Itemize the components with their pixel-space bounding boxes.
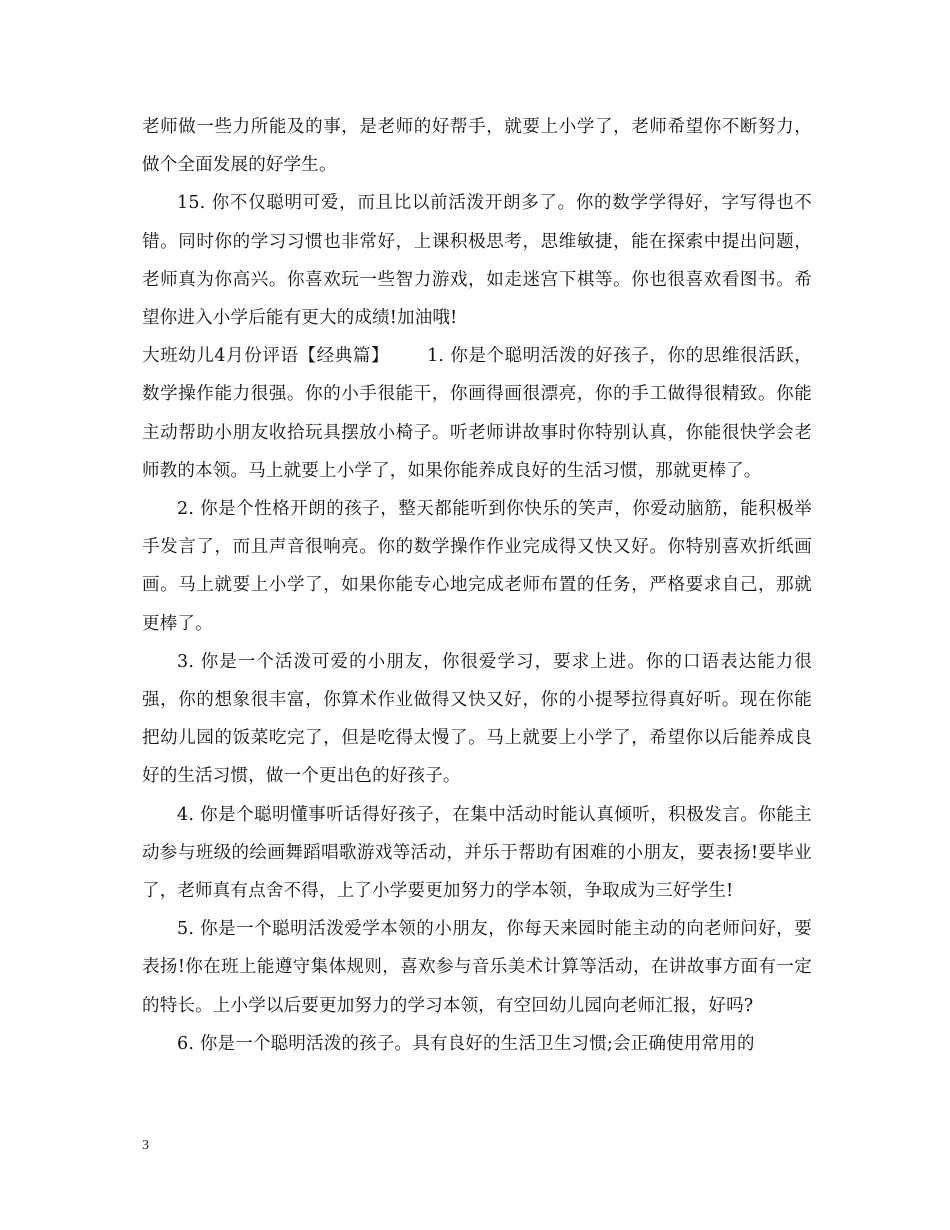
- document-body: [142, 108, 812, 1063]
- section-heading: 大班幼儿4月份评语【经典篇】: [142, 346, 390, 367]
- section-first-item: 1. 你是个聪明活泼的好孩子，你的思维很活跃，数学操作能力很强。你的小手很能干，你画得画很漂亮，你的手工做得很精致。你能主动帮助小朋友收拾玩具摆放小椅子。听老师讲故事时你特别认真，你能很快学会老师教的本领。马上就要上小学了，如果你能养成良好的生活习惯，那就更棒了。: [142, 346, 812, 481]
- paragraph-item-5: 5. 你是一个聪明活泼爱学本领的小朋友，你每天来园时能主动的向老师问好，要表扬!你在班上能遵守集体规则，喜欢参与音乐美术计算等活动，在讲故事方面有一定的特长。上小学以后要更加努力的学习本领，有空回幼儿园向老师汇报，好吗?: [142, 919, 812, 1016]
- paragraph-continuation: 老师做一些力所能及的事，是老师的好帮手，就要上小学了，老师希望你不断努力，做个全面发展的好学生。: [142, 117, 812, 176]
- paragraph-item-2: 2. 你是个性格开朗的孩子，整天都能听到你快乐的笑声，你爱动脑筋，能积极举手发言了，而且声音很响亮。你的数学操作作业完成得又快又好。你特别喜欢折纸画画。马上就要上小学了，如果你能专心地完成老师布置的任务，严格要求自己，那就更棒了。: [142, 499, 812, 634]
- page-number: 3: [142, 1138, 149, 1153]
- paragraph-item-6: 6. 你是一个聪明活泼的孩子。具有良好的生活卫生习惯;会正确使用常用的: [177, 1033, 755, 1054]
- paragraph-item-3: 3. 你是一个活泼可爱的小朋友，你很爱学习，要求上进。你的口语表达能力很强，你的想象很丰富，你算术作业做得又快又好，你的小提琴拉得真好听。现在你能把幼儿园的饭菜吃完了，但是吃得太慢了。马上就要上小学了，希望你以后能养成良好的生活习惯，做一个更出色的好孩子。: [142, 651, 812, 787]
- paragraph-item-15: 15. 你不仅聪明可爱，而且比以前活泼开朗多了。你的数学学得好，字写得也不错。同时你的学习习惯也非常好，上课积极思考，思维敏捷，能在探索中提出问题，老师真为你高兴。你喜欢玩一些智力游戏，如走迷宫下棋等。你也很喜欢看图书。希望你进入小学后能有更大的成绩!加油哦!: [142, 193, 812, 329]
- paragraph-item-4: 4. 你是个聪明懂事听话得好孩子，在集中活动时能认真倾听，积极发言。你能主动参与班级的绘画舞蹈唱歌游戏等活动，并乐于帮助有困难的小朋友，要表扬!要毕业了，老师真有点舍不得，上了小学要更加努力的学本领，争取成为三好学生!: [142, 804, 812, 902]
- section-paragraph: [142, 337, 812, 490]
